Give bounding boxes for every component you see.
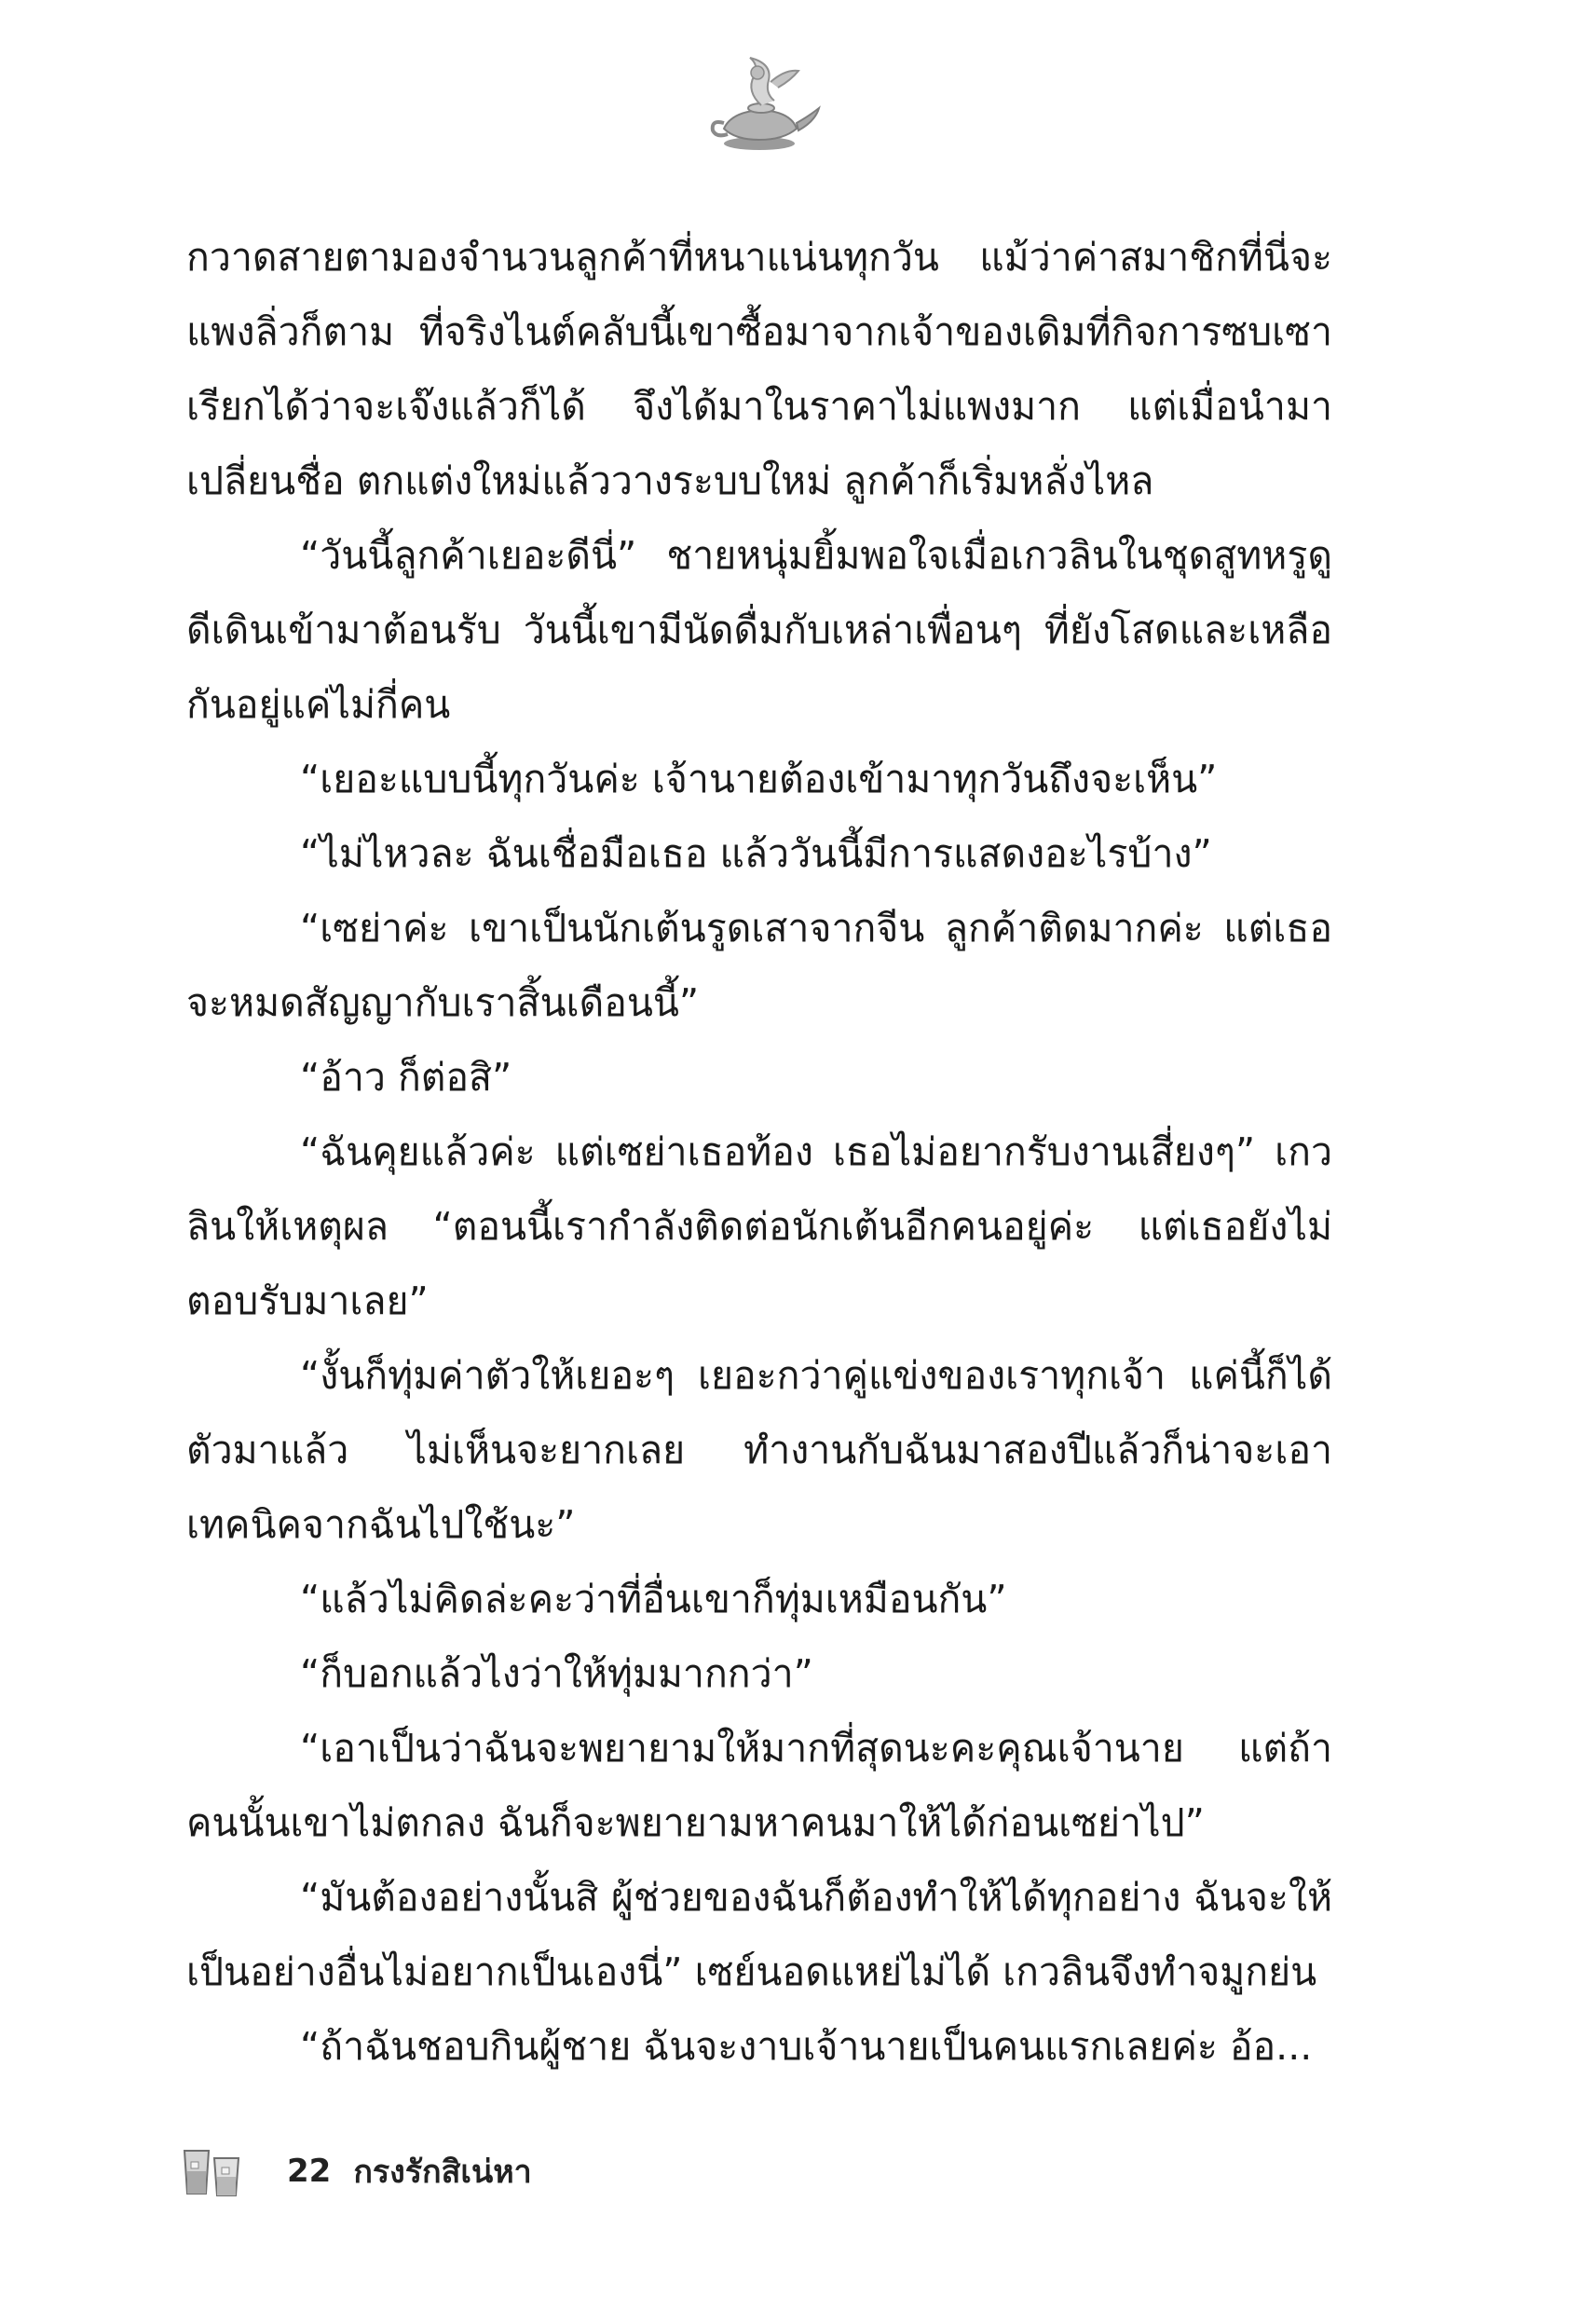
paragraph: “ก็บอกแล้วไงว่าให้ทุ่มมากกว่า” bbox=[300, 1651, 813, 1696]
paragraph: “อ้าว ก็ต่อสิ” bbox=[300, 1055, 512, 1100]
paragraph: “เซย่าค่ะ เขาเป็นนักเต้นรูดเสาจากจีน ลูกค้าติดมากค่ะ แต่เธอจะหมดสัญญากับเราสิ้นเดือนนี้” bbox=[186, 906, 1332, 1025]
glasses-icon bbox=[181, 2143, 246, 2199]
paragraph: “ถ้าฉันชอบกินผู้ชาย ฉันจะงาบเจ้านายเป็นคนแรกเลยค่ะ อ้อ... bbox=[300, 2024, 1313, 2069]
paragraph: “งั้นก็ทุ่มค่าตัวให้เยอะๆ เยอะกว่าคู่แข่งของเราทุกเจ้า แค่นี้ก็ได้ตัวมาแล้ว ไม่เห็นจะยากเลย ทำงานกับฉันมาสองปีแล้วก็น่าจะเอาเทคนิคจากฉันไปใช้นะ” bbox=[186, 1353, 1332, 1547]
paragraph: “ฉันคุยแล้วค่ะ แต่เซย่าเธอท้อง เธอไม่อยากรับงานเสี่ยงๆ” เกวลินให้เหตุผล “ตอนนี้เรากำลังติดต่อนักเต้นอีกคนอยู่ค่ะ แต่เธอยังไม่ตอบรับมาเลย” bbox=[186, 1129, 1332, 1323]
paragraph: “วันนี้ลูกค้าเยอะดีนี่” ชายหนุ่มยิ้มพอใจเมื่อเกวลินในชุดสูทหรูดูดีเดินเข้ามาต้อนรับ วันนี้เขามีนัดดื่มกับเหล่าเพื่อนๆ ที่ยังโสดและเหลือกันอยู่แค่ไม่กี่คน bbox=[186, 533, 1332, 727]
page-footer bbox=[181, 2143, 532, 2199]
paragraph: “เยอะแบบนี้ทุกวันค่ะ เจ้านายต้องเข้ามาทุกวันถึงจะเห็น” bbox=[300, 757, 1218, 801]
paragraph: กวาดสายตามองจำนวนลูกค้าที่หนาแน่นทุกวัน แม้ว่าค่าสมาชิกที่นี่จะแพงลิ่วก็ตาม ที่จริงไนต์คลับนี้เขาซื้อมาจากเจ้าของเดิมที่กิจการซบเซา เรียกได้ว่าจะเจ๊งแล้วก็ได้ จึงได้มาในราคาไม่แพงมาก แต่เมื่อนำมาเปลี่ยนชื่อ ตกแต่งใหม่แล้ววางระบบใหม่ ลูกค้าก็เริ่มหลั่งไหล bbox=[186, 235, 1332, 503]
genie-lamp-ornament-icon bbox=[694, 54, 825, 155]
paragraph: “เอาเป็นว่าฉันจะพยายามให้มากที่สุดนะคะคุณเจ้านาย แต่ถ้าคนนั้นเขาไม่ตกลง ฉันก็จะพยายามหาคนมาให้ได้ก่อนเซย่าไป” bbox=[186, 1726, 1332, 1845]
paragraph: “แล้วไม่คิดล่ะคะว่าที่อื่นเขาก็ทุ่มเหมือนกัน” bbox=[300, 1577, 1007, 1621]
paragraph: “ไม่ไหวละ ฉันเชื่อมือเธอ แล้ววันนี้มีการแสดงอะไรบ้าง” bbox=[300, 831, 1212, 876]
page-number: 22 bbox=[287, 2153, 332, 2190]
paragraph: “มันต้องอย่างนั้นสิ ผู้ช่วยของฉันก็ต้องทำให้ได้ทุกอย่าง ฉันจะให้เป็นอย่างอื่นไม่อยากเป็นเองนี่” เซย์นอดแหย่ไม่ได้ เกวลินจึงทำจมูกย่น bbox=[186, 1875, 1332, 1994]
body-text bbox=[186, 220, 1332, 2084]
book-title: กรงรักสิเน่หา bbox=[353, 2154, 532, 2191]
